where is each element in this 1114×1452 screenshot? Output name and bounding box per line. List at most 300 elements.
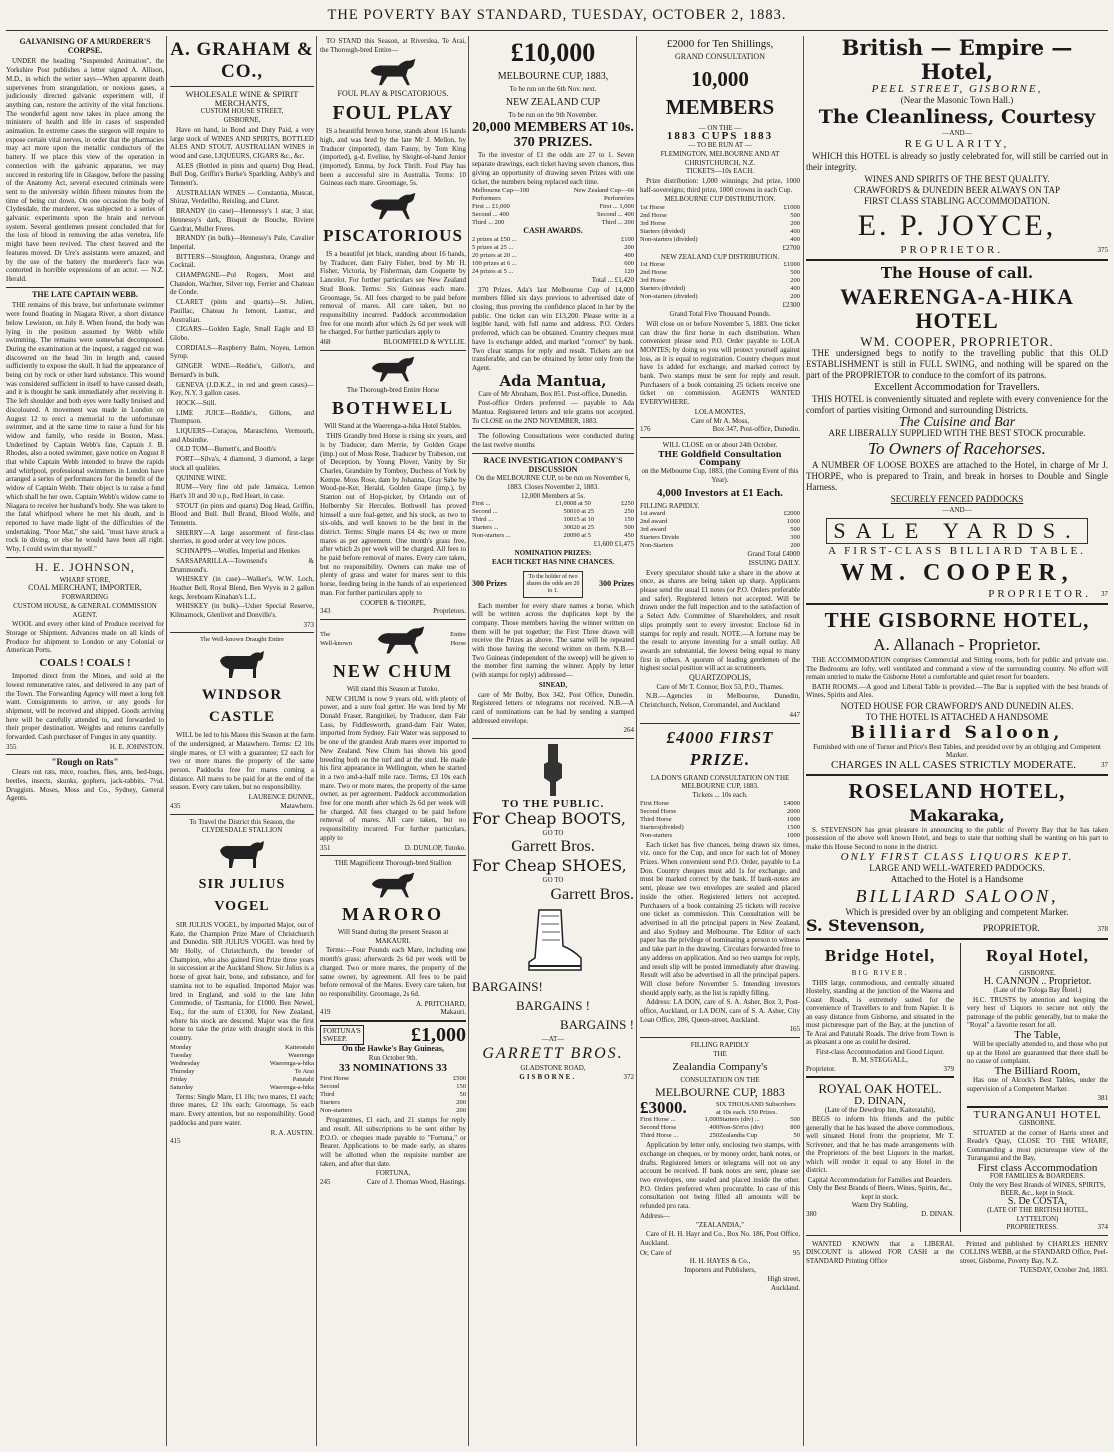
- turanganui-gisborne: GISBORNE.: [1019, 1119, 1056, 1127]
- nz-distribution-table: [640, 261, 800, 301]
- nomination-row: [320, 1075, 466, 1083]
- melbourne-row: [472, 211, 634, 219]
- zealandia-row-cell: 500: [790, 1116, 800, 1124]
- prizes-label: 300 Prizes: [599, 578, 634, 588]
- graham-item: STOUT (in pints and quarts) Dog Head, Griffin, Blood and Bull. Bull Brand, Blood Wolfe, and Tennents.: [170, 501, 314, 528]
- go-to: GO TO: [542, 876, 564, 885]
- bothwell-proprietors: Proprietors.: [433, 607, 466, 616]
- grand-total: Grand Total Five Thousand Pounds.: [669, 310, 771, 319]
- windsor-body: WILL be led to his Mares this Season at the farm of the undersigned, at Matawhero. Terms: £2 10s single mares, or £3 with a guarantee; £2 each for two or more mares the property of the same person. Paddocks free for mares coming a distance. All mares to be paid for at the end of the season. Every care taken, but no responsibility.: [170, 731, 314, 792]
- zealandia-row: [640, 1124, 800, 1132]
- distribution-row-cell: 1st Horse: [640, 261, 665, 269]
- distribution-row-cell: Starters (divided): [640, 285, 686, 293]
- only-best-line: Only the Best Brands of Beers, Wines, Spirits, &c., kept in stock.: [808, 1184, 952, 1201]
- foulplay-body: IS a beautiful brown horse, stands about 16 hands high, and was bred by the late Mr J. Mellon, by Traducer (imported), dam Fanny, by Tom King (imported), g-d. Eveline, by Sleight-of-hand Junior (imported), Emma, by Jock Thrift. Foul Play has been a successful sire in Australia. Terms: 10 Guineas each mare. Groomage, 5s.: [320, 127, 466, 188]
- capital-line: Capital Accommodation for Families and Boarders.: [807, 1175, 953, 1184]
- quartzopolis-address: Care of Mr T. Connor, Box 53, P.O., Thames.: [656, 682, 784, 691]
- pointing-hand-icon: [538, 742, 568, 798]
- distribution-row: [640, 204, 800, 212]
- billiard-table: A FIRST-CLASS BILLIARD TABLE.: [828, 545, 1086, 557]
- crawford-line: CRAWFORD'S & DUNEDIN BEER ALWAYS ON TAP: [853, 185, 1061, 195]
- melbourne-distribution-table: [640, 204, 800, 244]
- divider: [6, 287, 164, 288]
- ladon-row-cell: 1000: [787, 815, 800, 823]
- windsor-signature: LAURENCE DUNNE,: [248, 793, 314, 802]
- costa-proprietress: PROPRIETRESS.: [1006, 1223, 1059, 1231]
- ladon-tickets: Tickets ... 10s each.: [692, 790, 748, 799]
- lola-body: Will close on or before November 5, 1883. One ticket can draw the first horse in each distribution. When convenient please send P.O. Order payable to LOLA MONTES; by doing so you will protect yourself against loss, as it is equal to registration. Country cheques must have 1s added for exchange, and marked correct by bank. Two stamps must be sent for reply and result. Purchasers of a book containing 25 tickets receive one ticket on commission. AGENTS WANTED EVERYWHERE.: [640, 319, 800, 407]
- nomination-row-cell: 200: [456, 1107, 466, 1115]
- schedule-row-cell: Friday: [170, 1075, 187, 1083]
- excellent-accommodation: Excellent Accommodation for Travellers.: [874, 382, 1040, 393]
- goldfield-row-cell: 300: [790, 534, 800, 542]
- melbourne-row-cell: Melbourne Cup—100 Performers: [472, 187, 530, 203]
- newchum-sub: Will stand this Season at Tutoko.: [346, 684, 440, 693]
- masthead: [0, 0, 1114, 34]
- turanganui-first: First class Accommodation: [977, 1161, 1098, 1174]
- racehorse-icon: [365, 190, 421, 222]
- zealandia-row: [640, 1132, 800, 1140]
- dinan-body: BEGS to inform his friends and the public generally that he has leased the above commodious, well situated Hotel from the proprietor, Mr T. Scrivener, and that he has made arrangements with the Proprietors of the best Liquors in the market, which will render it equal to any Hotel in the district.: [806, 1115, 954, 1174]
- nominations-heading: 33 NOMINATIONS 33: [339, 1062, 447, 1075]
- prizes-heading: 370 PRIZES.: [513, 135, 593, 151]
- ad-number: 379: [943, 1064, 954, 1073]
- furnished-line: Furnished with one of Turner and Price's Best Tables, and presided over by an obliging and Competent Marker.: [813, 742, 1101, 759]
- costa-late: (LATE OF THE BRITISH HOTEL, LYTTELTON): [987, 1206, 1088, 1223]
- go-to: GO TO: [542, 828, 564, 837]
- fortunas-address: FORTUNA,: [375, 1169, 411, 1178]
- zealandia-the: THE: [713, 1049, 727, 1058]
- turanganui-families: FOR FAMILIES & BOARDERS.: [989, 1172, 1086, 1180]
- divider: [170, 814, 314, 815]
- divider: [472, 453, 634, 454]
- graham-item: GENEVA (J.D.K.Z., in red and green cases)—Key, N.Y. 3 gallon cases.: [170, 380, 314, 398]
- newchum-body: NEW CHUM is now 9 years old, with plenty of power, and a sure foal getter. He was bred by Mr Donald Fraser, Rangitikei, by Traducer, dam Fair Lass, by Fiddlesworth, grand-dam Fair Water, imported from Sydney. Fair Water was supposed to be one of the grandest Arab mares ever imported to New Zealand. New Chum has shown his good breeding both on the turf and at the stud. He made his first appearance in Wellington, when he started in a two and-a-half mile race. Terms, £3 10s each mare. Two or more mares, the property of the same owner, as per agreement. Paddock accommodation free for one month after which 2s 6d per week will be charged. All fees charged to be paid before removal of mares. All care taken, but no responsibility incurred. For further particulars, apply to: [320, 694, 466, 842]
- schedule-row-cell: Saturday: [170, 1083, 194, 1091]
- handsome-line: Attached to the Hotel is a Handsome: [890, 874, 1024, 884]
- ad-number: 378: [1097, 925, 1108, 933]
- zealandia-row-cell: Zealandia Cup: [719, 1132, 758, 1140]
- zealandia-cons: CONSULTATION ON THE: [680, 1075, 760, 1084]
- lola-name: LOLA MONTES,: [694, 407, 746, 416]
- first-prize-heading: £4000 FIRST PRIZE.: [666, 727, 774, 769]
- cheap-boots: For Cheap BOOTS,: [472, 808, 626, 828]
- ad-number: 37: [1101, 760, 1108, 769]
- column-3: [320, 36, 466, 1446]
- zealandia-body: Application by letter only, enclosing two stamps, with exchange on cheques, or by money order, bank notes, or drafts. Registered letters or telegrams will not on any account be received. If bank notes are sent, please see two envelopes, one sealed and placed inside the other. P.O. Orders preferred when procurable. In case of this consultation not being filled all amounts will be refunded pro rata.: [640, 1141, 800, 1211]
- article-body-webb: THE remains of this brave, but unfortunate swimmer were found floating in Niagara River, a short distance below Lewiston, on July 8. When found, the body was lying in the position assumed by Webb while swimming. The remains were somewhat decomposed. During the examination at the inquest, a ragged cut was discovered on the head 3in in length and, caused sufficiently to expose the skull. It had the appearance of being cut by rock or other hard substance. This wound was considered sufficient in itself to have caused death, and it is thought he sank immediately after receiving it. The left shoulder and both eyes were badly bruised and discoloured. A movement was made in London on August 12 to erect a memorial to the unfortunate swimmer, and at the same time to raise a fund for his widow and family, who reside in Boston, Mass. Underlined by Captain Webb's fate, Captain J. B. Rhodes, also a noted swimmer, gave notice on August 8 that while Captain Webb intended to brave the rapids and whirlpool, professional swimmers in London have arranged a series of performances for the benefit of the widow of Captain Webb. Their object is to raise a fund which shall be her own. Captain Webb's widow came to Niagara to receive her husband's body. She was taken to the fatal whirlpool where he met his death, and is reported to have made light of the difficulties of the undertaking. "Poor Mat," she said, "must have struck a rock in diving, or else he would have been all right. Why, I could swim that myself.": [6, 301, 164, 554]
- zealandia-row-cell: Third Horse ...: [640, 1132, 679, 1140]
- ladon-sub: LA DON'S GRAND CONSULTATION ON THE MELBOURNE CUP, 1883.: [650, 773, 790, 791]
- johnson-name: H. E. JOHNSON,: [35, 559, 135, 574]
- fortunas-address2: Care of J. Thomas Wood, Hastings.: [366, 1178, 466, 1187]
- racehorse-icon: [365, 354, 421, 384]
- dinan-signature: D. DINAN.: [921, 1209, 954, 1218]
- graham-item: CHAMPAGNE—Pol Rogers, Moet and Chandon, Wachter, Silver top, Ferrier and Chateau de Conde.: [170, 271, 314, 297]
- wanted-known: WANTED KNOWN that a LIBERAL DISCOUNT is allowed FOR CASH at the STANDARD Printing Office: [806, 1239, 954, 1265]
- performer-row-cell: 90 at 5: [573, 532, 591, 540]
- divider: [472, 428, 634, 429]
- cash-row-cell: £100: [621, 235, 634, 243]
- turanganui-body: SITUATED at the corner of Harris street and Reade's Quay, CLOSE TO THE WHARF, Commanding a most picturesque view of the Turanganui and the Bay,: [967, 1128, 1108, 1162]
- divider: [640, 1037, 800, 1038]
- column-2: [170, 36, 314, 1446]
- bridge-hotel-title: Bridge Hotel,: [824, 946, 936, 965]
- divider: [640, 437, 800, 438]
- distribution-row-cell: 500: [790, 212, 800, 220]
- zealandia-row-cell: Second Horse: [640, 1124, 677, 1132]
- newchum-pre: Horse: [450, 639, 466, 647]
- graham-item: BRANDY (in bulk)—Hennessy's Pale, Cavalier Imperial.: [170, 234, 314, 251]
- regularity-body: WHICH this HOTEL is already so justly celebrated for, will still be carried out in their integrity.: [806, 151, 1108, 172]
- goldfield-row-cell: £2000: [783, 510, 800, 518]
- distribution-row: [640, 285, 800, 293]
- performer-row-cell: £1,000: [555, 500, 574, 508]
- paddocks-line: LARGE AND WELL-WATERED PADDOCKS.: [869, 863, 1045, 873]
- schedule-row: [170, 1068, 314, 1076]
- divider: [967, 1106, 1108, 1108]
- goldfield-row: [640, 526, 800, 534]
- bargains: BARGAINS !: [559, 1017, 634, 1033]
- distribution-row-cell: £1000: [783, 261, 800, 269]
- distribution-row-cell: Non-starters (divided): [640, 293, 698, 301]
- ladon-address: Address: LA DON, care of S. A. Asher, Box 3, Post-office, Auckland, or LA DON, care of S. A. Asher, City Loan Office, 286, Queen-street, Auckland.: [640, 998, 800, 1024]
- ad-number: 355: [6, 742, 17, 751]
- graham-item: GINGER WINE—Reddie's, Gillon's, and Bernard's in bulk.: [170, 362, 314, 379]
- graham-item: OLD TOM—Burnett's, and Booth's: [176, 445, 276, 454]
- distribution-row: [640, 220, 800, 228]
- ad-number: 380: [806, 1209, 817, 1218]
- distribution-row-cell: 200: [790, 220, 800, 228]
- distribution-row: [640, 212, 800, 220]
- stand-intro: TO STAND this Season, at Riverslea, Te Arai, the Thorough-bred Entire—: [320, 37, 466, 54]
- zealandia-row-cell: 800: [790, 1124, 800, 1132]
- goldfield-row: [640, 518, 800, 526]
- ad-number: 351: [320, 843, 331, 852]
- zealandia-row-cell: 50: [793, 1132, 800, 1140]
- graham-item: ALES (Bottled in pints and quarts) Dog Head, Bull Dog, Griffin's Burke's Sparkling, Ashby's and Tennent's.: [170, 161, 314, 188]
- maroro-body: Terms:—Four Pounds each Mare, including one month's grass; afterwards 2s 6d per week will be charged. Two or more mares, the property of the same owner, by agreement. All fees to be paid before removal of the Mares. Every care taken, but no responsibility. Groomage, 2s 6d.: [320, 946, 466, 998]
- distribution-row-cell: 3rd Horse: [640, 277, 666, 285]
- royal-billiard-body: Has one of Alcock's Best Tables, under the supervision of a Competent Marker.: [967, 1076, 1108, 1093]
- graham-item: WHISKEY (in bulk)—Usher Special Reserve, Kilmarnock, Glenlivet and Donville's.: [170, 602, 314, 620]
- johnson-sub: FORWARDING: [61, 593, 109, 602]
- maroro-place: Makauri.: [440, 1008, 466, 1017]
- on-the: — ON THE —: [698, 123, 742, 132]
- graham-intro: Have on hand, in Bond and Duty Paid, a very large stock of WINES AND SPIRITS, BOTTLED ALES AND STOUT, AUSTRALIAN WINES in wood and case, LIQUEURS, CIGARS &c., &c.: [170, 125, 314, 160]
- wines-line: WINES AND SPIRITS OF THE BEST QUALITY.: [864, 174, 1050, 184]
- will-close: WILL CLOSE on or about 24th October.: [662, 440, 778, 449]
- billiard-saloon: Billiard Saloon,: [850, 722, 1064, 743]
- schedule-row-cell: Waerenga-a-hika: [269, 1059, 314, 1067]
- prizes-label: 300 Prizes: [472, 578, 507, 588]
- performer-row-cell: Second ...: [472, 508, 498, 516]
- ticket-odds-box: To the holder of two shares the odds are 20 to 1.: [523, 571, 583, 598]
- roseland-title: ROSELAND HOTEL,: [848, 778, 1066, 803]
- zealandia-row-cell: First Horse ...: [640, 1116, 676, 1124]
- johnson-body: WOOL and every other kind of Produce received for Storage or Shipment. Advances made on all kinds of Produce for shipment to London or any Colonial or American Ports.: [6, 620, 164, 655]
- bridge-body: THIS large, commodious, and centrally situated Hostelry, standing at the junction of the Waerea and Coast Roads, is extremely suited for the convenience of Travellers to and from Napier. It is an easy distance from Gisborne, and situated in the most picturesque part of the Bay, at the junction of Te Arai and Patutahi Roads. The drive from Town is as pleasant a one as could be desired.: [806, 978, 954, 1046]
- melbourne-row: [472, 187, 634, 203]
- cash-row: [472, 244, 634, 252]
- schedule-row-cell: Kaiteratahi: [285, 1043, 314, 1051]
- nomination-row-cell: 150: [456, 1083, 466, 1091]
- goldfield-row: [640, 510, 800, 518]
- bridge-hotel-ad: [806, 943, 954, 1232]
- windsor-title: WINDSOR CASTLE: [201, 687, 283, 726]
- ad-number: 176: [640, 425, 651, 434]
- nz-cup-heading: NEW ZEALAND CUP: [505, 96, 601, 108]
- graham-item: LIME JUICE—Reddie's, Gillons, and Thompson.: [170, 408, 314, 426]
- fortunas-sub: On the Hawke's Bay Guineas,: [341, 1044, 444, 1054]
- ada-address: Care of Mr Abraham, Box 851. Post-office, Dunedin.: [478, 389, 628, 398]
- newchum-pre: The: [320, 631, 331, 639]
- royal-oak-title: ROYAL OAK HOTEL.: [818, 1081, 942, 1096]
- cash-row-cell: 2 prizes at £50 ...: [472, 235, 517, 243]
- melbourne-prize-table: [472, 187, 634, 227]
- hayes-name: H. H. HAYES & Co.,: [689, 1257, 751, 1266]
- melbourne-row-cell: Third ... 200: [472, 219, 505, 227]
- nomination-row-cell: Third: [320, 1091, 335, 1099]
- fortunas-label: FORTUNA'S: [323, 1027, 361, 1036]
- ada-mantua-name: Ada Mantua,: [499, 371, 607, 390]
- cannon-proprietor: H. CANNON .. Proprietor.: [983, 975, 1092, 987]
- performer-row: [472, 500, 634, 508]
- sale-yards: SALE YARDS.: [826, 518, 1088, 544]
- column-divider: [803, 36, 804, 1446]
- performers-total: £1,600 £1,475: [593, 540, 634, 549]
- graham-item: SCHNAPPS—Wolfes, Imperial and Henkes: [176, 547, 300, 556]
- maroro-signature: A. PRITCHARD,: [416, 999, 466, 1008]
- cups-heading: 1883 CUPS 1883: [666, 130, 774, 143]
- goldfield-row-cell: Non-Starters: [640, 542, 674, 550]
- cash-row-cell: 200: [624, 243, 634, 251]
- distribution-row-cell: 400: [790, 236, 800, 244]
- gladstone-road: GLADSTONE ROAD,: [520, 1063, 586, 1072]
- goldfield-row: [640, 542, 800, 550]
- performer-row-cell: 10 at 25: [573, 508, 595, 516]
- filling-rapidly: FILLING RAPIDLY.: [640, 501, 700, 510]
- performer-row-cell: 150: [624, 516, 634, 524]
- graham-item: SHERRY—A large assortment of first-class sherries, in good order at very low prices.: [170, 528, 314, 546]
- fortunas-body: Programmes, £1 each, and 21 stamps for reply and result. All subscriptions to be sent either by P.O.O. or cheques made payable to "Fortuna," or Bearer. Applications to be made early, as shares will be allotted when the requisite number are taken, and after that date.: [320, 1116, 466, 1168]
- fortunas-date: Run October 9th.: [368, 1053, 418, 1062]
- ad-number: 372: [623, 1072, 634, 1081]
- cash-row-cell: 600: [624, 259, 634, 267]
- hayes-city: Auckland.: [771, 1283, 800, 1292]
- british-hotel-title: British — Empire — Hotel,: [841, 36, 1073, 84]
- at-label: —AT—: [541, 1035, 565, 1044]
- graham-item: PORT—Silva's, 4 diamond, 3 diamond, a large stock all qualities.: [170, 455, 314, 472]
- nz-distribution: NEW ZEALAND CUP DISTRIBUTION.: [660, 252, 780, 261]
- performer-row-cell: Third ...: [472, 516, 493, 524]
- ladon-row-cell: 1500: [787, 823, 800, 831]
- ladon-table: [640, 800, 800, 840]
- race-investigation-sub: On the MELBOURNE CUP, to be run on November 6, 1883. Closes November 2, 1883.: [475, 474, 631, 491]
- schedule-row-cell: Patutahi: [292, 1075, 314, 1083]
- sinead-address: care of Mr Bolby, Box 342, Post Office, Dunedin. Registered letters or telegrams not received. N.B.—A card of nominations can be had by sending a stamped addressed envelope.: [472, 690, 634, 725]
- schedule-row: [170, 1060, 314, 1068]
- nomination-prizes: NOMINATION PRIZES:: [514, 549, 592, 558]
- zealandia-care: Care of H. H. Hayr and Co., Box No. 186, Post Office, Auckland.: [640, 1230, 800, 1247]
- nz-total: £2300: [782, 301, 800, 310]
- clydesdale-horse-icon: [212, 837, 272, 871]
- julius-title: SIR JULIUS VOGEL: [198, 876, 286, 914]
- ladon-row-cell: Non-starters: [640, 831, 673, 839]
- divider: [806, 774, 1108, 776]
- noted-house: NOTED HOUSE FOR CRAWFORD'S AND DUNEDIN ALES.: [840, 700, 1074, 711]
- stabling-line: FIRST CLASS STABLING ACCOMMODATION.: [864, 196, 1050, 206]
- nomination-row-cell: Starters: [320, 1099, 340, 1107]
- cannon-sub: (Late of the Tologa Bay Hotel.): [993, 986, 1082, 994]
- zealandia-filling: FILLING RAPIDLY: [690, 1041, 750, 1050]
- divider: [806, 259, 1108, 261]
- performer-row-cell: 20 at 25: [573, 524, 595, 532]
- melbourne-row: [472, 203, 634, 211]
- distribution-row-cell: Starters (divided): [640, 228, 686, 236]
- divider: [472, 738, 634, 739]
- stevenson-proprietor: PROPRIETOR.: [982, 923, 1040, 933]
- fortunas-label: SWEEP.: [323, 1035, 347, 1044]
- garrett-bros: Garrett Bros.: [511, 838, 595, 856]
- regularity-heading: REGULARITY,: [904, 138, 1010, 150]
- cash-row: [472, 236, 634, 244]
- divider: [170, 86, 314, 87]
- foul-sub: FOUL PLAY & PISCATORIOUS.: [337, 89, 449, 99]
- goldfield-row-cell: 2nd award: [640, 518, 668, 526]
- and-label: —AND—: [942, 506, 972, 514]
- zealandia-row-cell: 250: [709, 1132, 720, 1140]
- performer-row: [472, 532, 634, 540]
- hayes-street: High street,: [767, 1274, 800, 1283]
- distribution-row-cell: 200: [790, 277, 800, 285]
- zealandia-table: [640, 1116, 800, 1140]
- maroro-title: MARORO: [342, 904, 444, 924]
- draught-caption: The Well-known Draught Entire: [199, 636, 284, 644]
- bothwell-signature: COOPER & THORPE,: [360, 598, 426, 607]
- run-at: — TO BE RUN AT —: [688, 141, 752, 150]
- bargains: BARGAINS !: [515, 998, 591, 1014]
- owners-heading: To Owners of Racehorses.: [868, 439, 1046, 458]
- cooper-proprietor: WM. COOPER, PROPRIETOR.: [860, 334, 1054, 349]
- cash-total: Total ... £1,420: [591, 275, 634, 284]
- draught-horse-icon: [212, 647, 272, 681]
- performer-row-cell: 300: [563, 524, 574, 532]
- gisborne-label: GISBORNE.: [519, 1072, 577, 1081]
- divider: [170, 632, 314, 633]
- foulplay-title: FOUL PLAY: [332, 102, 454, 125]
- cash-row-cell: 100 prizes at 6 ...: [472, 259, 517, 267]
- nomination-row-cell: 50: [459, 1091, 466, 1099]
- dinan-name: D. DINAN,: [854, 1095, 906, 1107]
- ad-number: 165: [789, 1025, 800, 1034]
- ladon-row-cell: Starters(divided): [640, 823, 684, 831]
- julius-schedule: [170, 1044, 314, 1092]
- cash-row-cell: 5 prizes at 25 ...: [472, 243, 514, 251]
- goldfield-row-cell: 200: [790, 542, 800, 550]
- column-6: [806, 36, 1108, 1446]
- graham-item: RUM—Very fine old pale Jamaica, Lemon Hart's 10 and 30 o.p., Red Heart, in case.: [170, 483, 314, 500]
- ladon-row: [640, 808, 800, 816]
- bath-rooms: BATH ROOMS.—A good and Liberal Table is provided.—The Bar is supplied with the best brands of Wines, Spirits and Ales.: [806, 682, 1108, 699]
- zealandia-row-cell: 400: [709, 1124, 720, 1132]
- distribution-row-cell: £1000: [783, 204, 800, 212]
- distribution-row: [640, 236, 800, 244]
- royal-billiard: The Billiard Room,: [994, 1064, 1081, 1077]
- prizes-body: To the investor of £1 the odds are 27 to 1. Seven separate drawings, each ticket having seven chances, thus giving an opportunity of drawing seven Prizes with one ticket, the numbers being replaced each time.: [472, 151, 634, 186]
- graham-item: WHISKEY (in case)—Walker's, W.W. Loch, Heather Bell, Royal Blend, Ben Wyvis in 2 gallon kegs, Jereboam Kinahan's L.L.: [170, 575, 314, 601]
- quartzopolis-name: QUARTZOPOLIS,: [689, 673, 751, 683]
- graham-item: CLARET (pints and quarts)—St. Julien, Pauillac, Chateau Ju Iemont, Lastrac, and Australian.: [170, 298, 314, 324]
- graham-item: CORDIALS—Raspberry Balm, Noyeu, Lemon Syrup.: [170, 343, 314, 361]
- distribution-row-cell: Non-starters (divided): [640, 236, 698, 244]
- joyce-proprietor: PROPRIETOR.: [900, 244, 1004, 256]
- costa-name: S. De COSTA,: [1007, 1195, 1068, 1207]
- graham-item: QUININE WINE.: [176, 473, 227, 482]
- graham-item: HOCK—Still.: [176, 398, 217, 407]
- cuisine-heading: The Cuisine and Bar: [898, 415, 1016, 430]
- zealandia-or: Or, Care of: [640, 1248, 672, 1257]
- johnson-sub: CUSTOM HOUSE, & GENERAL COMMISSION AGENT.: [13, 601, 157, 619]
- divider: [6, 754, 164, 755]
- ticket-body: Each member for every share names a horse, which will be written across the duplicates kept by the company. Those members having the winner written on them will be put together; the First Three drawn will receive the Prizes as above. The same will be repeated with those having the second written on them. N.B.—Two Guineas (independent of the sweep) will be given to the member first naming the winner. Apply by letter (with stamps for reply) addressed—: [472, 601, 634, 680]
- rats-body: Clears out rats, mice, roaches, flies, ants, bed-bugs, beetles, insects, skunks, gophers, jack-rabbits. 7½d. Druggists. Moses, Moss and Co., Sydney, General Agents.: [6, 768, 164, 803]
- fortunas-amount: £1,000: [411, 1023, 466, 1046]
- johnson-sub: WHARF STORE,: [59, 575, 111, 584]
- cash-row: [472, 252, 634, 260]
- maroro-intro: THE Magnificent Thorough-bred Stallion: [334, 859, 452, 868]
- cash-body: 370 Prizes. Ada's last Melbourne Cup of 14,000 members filled six days previous to advertised date of closing, thus proving the confidence placed in her by the public. One ticket can win £13,200. Please write in a legible hand, with full name and address. P.O. Orders preferred, which can be obtained. Country cheques must have 1s exchange added, and marked "correct" by bank. Two clear stamps for reply and result. Tickets are not transferable, and can be obtained by letter only from the Agent.: [472, 285, 634, 372]
- column-4: [472, 36, 634, 1446]
- clydesdale-intro: CLYDESDALE STALLION: [201, 826, 283, 835]
- julius-terms: Terms: Single Mare, £1 10s; two mares, £1 each; three mares, £2 10s each; Groomage, 5s each mare. Every attention, but no responsibility. Good paddocks and pure water.: [170, 1092, 314, 1127]
- peel-street: PEEL STREET, GISBORNE,: [871, 83, 1043, 95]
- ad-number: 373: [303, 620, 314, 629]
- ladon-row-cell: £4000: [783, 799, 800, 807]
- schedule-row: [170, 1044, 314, 1052]
- performer-row-cell: 8 at 50: [573, 500, 591, 508]
- divider: [320, 350, 466, 351]
- tickets-price: TICKETS—10s EACH.: [685, 167, 755, 176]
- bridge-food: First-class Accommodation and Good Liquor.: [815, 1047, 945, 1056]
- melbourne-row-cell: First ... 1,000: [599, 203, 634, 211]
- race-investigation-members: 12,000 Members at 5s.: [521, 491, 585, 500]
- cleanliness-heading: The Cleanliness, Courtesy: [818, 106, 1096, 128]
- distribution-row-cell: 400: [790, 228, 800, 236]
- racehorse-icon: [372, 623, 430, 657]
- schedule-row-cell: Monday: [170, 1043, 192, 1051]
- zealandia-row-cell: Starters (div) ...: [719, 1116, 760, 1124]
- zealandia-subscribers: SIX THOUSAND Subscribers at 10s each. 150 Prizes.: [716, 1101, 796, 1116]
- masthead-rule: [6, 30, 1108, 31]
- nomination-row-cell: £500: [453, 1075, 466, 1083]
- graham-item: BRANDY (in case)—Hennessy's 1 star, 3 star, Hennessy's dark, Bisquit de Bouche, Riviere Gardrat, Muller Freres.: [170, 207, 314, 233]
- roseland-body: S. STEVENSON has great pleasure in announcing to the public of Poverty Bay that he has taken possession of the above well known Hotel, and begs to state that nothing shall be wanting on his part to make this House Second to none in the district.: [806, 825, 1108, 851]
- printed-date: TUESDAY, October 2nd, 1883.: [1019, 1266, 1108, 1274]
- royal-table: The Table,: [1014, 1028, 1061, 1041]
- distribution-row: [640, 293, 800, 301]
- melbourne-total: £2700: [782, 244, 800, 253]
- performer-row-cell: 250: [624, 508, 634, 516]
- race-investigation-title: RACE INVESTIGATION COMPANY'S DISCUSSION: [483, 455, 623, 474]
- bargains: BARGAINS!: [472, 979, 543, 995]
- graham-sub: MERCHANTS,: [214, 97, 270, 108]
- ladon-body: Each ticket has five chances, being drawn six times, viz. once for the Cup, and once for each lot of Money Prizes. When convenient send P.O. Order, payable to La Don. Country cheques must add 1s for exchange, and must be marked correct by the bank. If bank-notes are sent, please see two envelopes are sealed and placed inside the other. Registered letters not accepted. Purchasers of a book containing 25 tickets will receive one ticket as commission. This Consultation will be advertised in all the principal papers in New Zealand, and also Sydney and Melbourne. The Editor of each paper has the privilege of nominating a person to witness and take part in the drawing. Circulars forwarded free to any address on application. And so two stamps for reply, and result slip will be posted immediately after drawing. Result will also be advertised in all the principal papers. Will close before November 5. Intending investors should apply early, as the list is rapidly filling.: [640, 840, 800, 997]
- bothwell-intro: The Thorough-bred Entire Horse: [346, 385, 440, 394]
- distribution-row-cell: 1st Horse: [640, 204, 665, 212]
- racehorse-icon: [365, 870, 421, 900]
- and-label: —AND—: [942, 129, 972, 137]
